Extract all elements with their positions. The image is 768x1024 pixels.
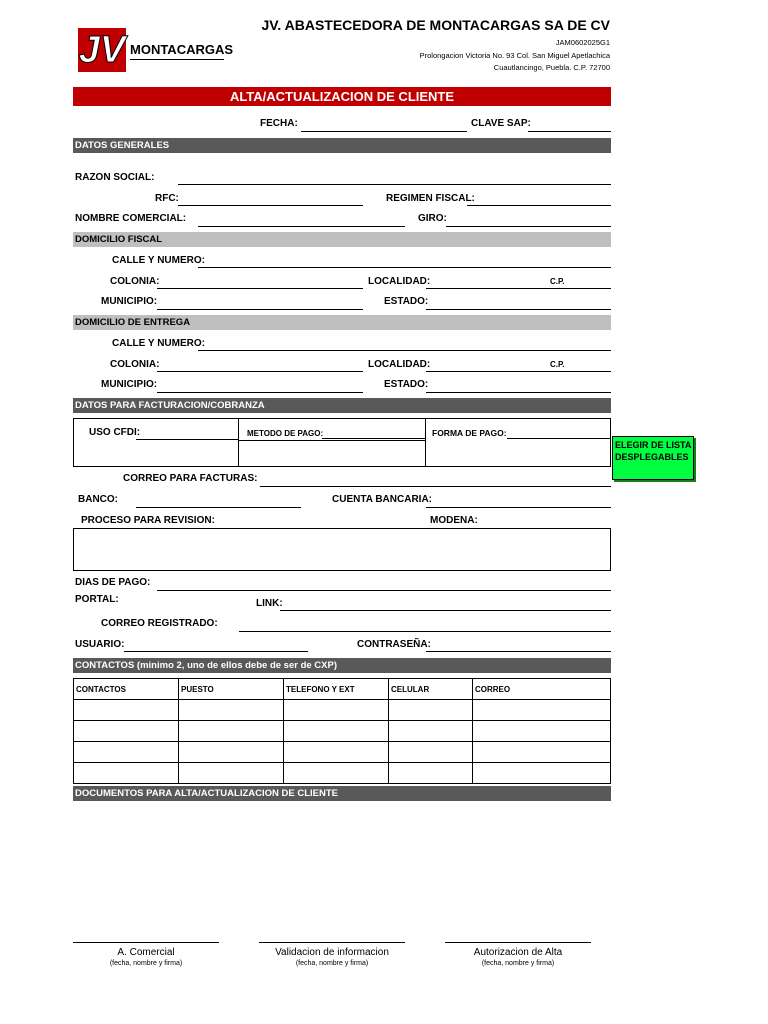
entrega-colonia-label: COLONIA:	[110, 359, 160, 370]
metodo-pago-label: METODO DE PAGO:	[247, 429, 324, 438]
cell[interactable]	[284, 742, 389, 763]
entrega-calle-label: CALLE Y NUMERO:	[112, 338, 205, 349]
contrasena-label: CONTRASEÑA:	[357, 639, 431, 650]
fiscal-localidad-field[interactable]	[426, 288, 611, 289]
razon-social-field[interactable]	[178, 184, 611, 185]
table-row	[74, 700, 611, 721]
cuenta-bancaria-label: CUENTA BANCARIA:	[332, 494, 432, 505]
dias-pago-label: DIAS DE PAGO:	[75, 577, 151, 588]
fiscal-colonia-field[interactable]	[157, 288, 363, 289]
cell[interactable]	[179, 721, 284, 742]
cell[interactable]	[389, 700, 473, 721]
table-row	[74, 763, 611, 784]
regimen-fiscal-label: REGIMEN FISCAL:	[386, 193, 475, 204]
contacts-header-row	[74, 679, 611, 700]
rfc-field[interactable]	[178, 205, 363, 206]
contacts-table	[73, 678, 611, 784]
signature-line-validacion[interactable]	[259, 942, 405, 943]
banco-field[interactable]	[136, 507, 301, 508]
cell[interactable]	[179, 742, 284, 763]
entrega-calle-field[interactable]	[198, 350, 611, 351]
cell[interactable]	[74, 700, 179, 721]
cell[interactable]	[74, 721, 179, 742]
nombre-comercial-label: NOMBRE COMERCIAL:	[75, 213, 187, 224]
signature-line-autorizacion[interactable]	[445, 942, 591, 943]
razon-social-label: RAZON SOCIAL:	[75, 172, 155, 183]
cell[interactable]	[284, 763, 389, 784]
cell[interactable]	[473, 763, 611, 784]
correo-facturas-label: CORREO PARA FACTURAS:	[123, 473, 258, 484]
section-domicilio-fiscal: DOMICILIO FISCAL	[73, 232, 611, 247]
section-datos-generales: DATOS GENERALES	[73, 138, 611, 153]
usuario-label: USUARIO:	[75, 639, 125, 650]
fecha-label: FECHA:	[260, 118, 298, 129]
signature-title-comercial: A. Comercial	[117, 947, 175, 958]
giro-field[interactable]	[446, 226, 611, 227]
logo-mark	[78, 28, 126, 72]
company-rfc: JAM0602025G1	[555, 38, 610, 47]
cell[interactable]	[473, 742, 611, 763]
section-contactos: CONTACTOS (minimo 2, uno de ellos debe de ser de CXP)	[73, 658, 611, 673]
regimen-fiscal-field[interactable]	[467, 205, 611, 206]
table-row	[74, 721, 611, 742]
company-address-2: Cuautlancingo, Puebla. C.P. 72700	[493, 63, 610, 72]
banco-label: BANCO:	[78, 494, 118, 505]
metodo-pago-field[interactable]	[322, 438, 425, 439]
modena-label: MODENA:	[430, 515, 478, 526]
entrega-municipio-label: MUNICIPIO:	[101, 379, 158, 390]
signature-sub-comercial: (fecha, nombre y firma)	[109, 960, 183, 967]
entrega-municipio-field[interactable]	[157, 392, 363, 393]
forma-pago-field[interactable]	[507, 438, 611, 439]
cell[interactable]	[74, 763, 179, 784]
fiscal-colonia-label: COLONIA:	[110, 276, 160, 287]
portal-label: PORTAL:	[75, 594, 119, 605]
entrega-estado-field[interactable]	[426, 392, 611, 393]
entrega-estado-label: ESTADO:	[384, 379, 429, 390]
form-title: ALTA/ACTUALIZACION DE CLIENTE	[73, 87, 611, 106]
section-facturacion: DATOS PARA FACTURACION/COBRANZA	[73, 398, 611, 413]
entrega-colonia-field[interactable]	[157, 371, 363, 372]
cell[interactable]	[473, 721, 611, 742]
fecha-field[interactable]	[301, 131, 467, 132]
nombre-comercial-field[interactable]	[198, 226, 405, 227]
fiscal-estado-label: ESTADO:	[384, 296, 429, 307]
dropdown-note-line-2: DESPLEGABLES	[615, 452, 689, 462]
dropdown-note-line-1: ELEGIR DE LISTA	[615, 440, 692, 450]
cell[interactable]	[473, 700, 611, 721]
fiscal-localidad-label: LOCALIDAD:	[368, 276, 431, 287]
col-correo: CORREO	[473, 679, 611, 700]
logo-word: MONTACARGAS	[130, 42, 234, 57]
cell[interactable]	[179, 700, 284, 721]
entrega-localidad-field[interactable]	[426, 371, 611, 372]
section-documentos: DOCUMENTOS PARA ALTA/ACTUALIZACION DE CLIENTE	[73, 786, 611, 801]
signature-sub-autorizacion: (fecha, nombre y firma)	[481, 960, 555, 967]
cfdi-box-hline	[238, 440, 425, 441]
logo-letters: JV	[78, 29, 126, 71]
fiscal-municipio-field[interactable]	[157, 309, 363, 310]
forma-pago-label: FORMA DE PAGO:	[432, 428, 507, 438]
col-contactos: CONTACTOS	[74, 679, 179, 700]
proceso-revision-label: PROCESO PARA REVISION:	[81, 515, 215, 526]
contrasena-field[interactable]	[426, 651, 611, 652]
cell[interactable]	[284, 700, 389, 721]
proceso-revision-textarea[interactable]	[73, 528, 611, 571]
table-row	[74, 742, 611, 763]
signature-title-autorizacion: Autorizacion de Alta	[473, 947, 563, 958]
fiscal-calle-label: CALLE Y NUMERO:	[112, 255, 205, 266]
cfdi-box-divider-1	[238, 418, 239, 467]
link-label: LINK:	[256, 598, 283, 609]
company-name: JV. ABASTECEDORA DE MONTACARGAS SA DE CV	[261, 17, 610, 33]
clave-sap-label: CLAVE SAP:	[471, 118, 531, 129]
entrega-cp-label: C.P.	[550, 360, 565, 369]
cell[interactable]	[284, 721, 389, 742]
logo-underline	[130, 59, 224, 60]
signature-title-validacion: Validacion de informacion	[275, 947, 389, 958]
signature-sub-validacion: (fecha, nombre y firma)	[295, 960, 369, 967]
fiscal-calle-field[interactable]	[198, 267, 611, 268]
dias-pago-field[interactable]	[157, 590, 611, 591]
section-domicilio-entrega: DOMICILIO DE ENTREGA	[73, 315, 611, 330]
fiscal-estado-field[interactable]	[426, 309, 611, 310]
cell[interactable]	[389, 763, 473, 784]
company-address-1: Prolongacion Victoria No. 93 Col. San Miguel Apetlachica	[419, 51, 610, 60]
col-telefono: TELEFONO Y EXT	[284, 679, 389, 700]
correo-registrado-label: CORREO REGISTRADO:	[101, 618, 218, 629]
uso-cfdi-label: USO CFDI:	[89, 427, 141, 438]
cell[interactable]	[179, 763, 284, 784]
giro-label: GIRO:	[418, 213, 447, 224]
fiscal-municipio-label: MUNICIPIO:	[101, 296, 158, 307]
cfdi-box	[73, 418, 611, 467]
correo-facturas-field[interactable]	[260, 486, 611, 487]
correo-registrado-field[interactable]	[239, 631, 611, 632]
dropdown-note	[612, 436, 694, 480]
link-field[interactable]	[280, 610, 611, 611]
fiscal-cp-label: C.P.	[550, 277, 565, 286]
signature-line-comercial[interactable]	[73, 942, 219, 943]
col-celular: CELULAR	[389, 679, 473, 700]
rfc-label: RFC:	[155, 193, 179, 204]
cell[interactable]	[389, 721, 473, 742]
cell[interactable]	[74, 742, 179, 763]
clave-sap-field[interactable]	[528, 131, 611, 132]
usuario-field[interactable]	[124, 651, 308, 652]
col-puesto: PUESTO	[179, 679, 284, 700]
cuenta-bancaria-field[interactable]	[426, 507, 611, 508]
entrega-localidad-label: LOCALIDAD:	[368, 359, 431, 370]
uso-cfdi-field[interactable]	[136, 439, 238, 440]
cfdi-box-divider-2	[425, 418, 426, 467]
cell[interactable]	[389, 742, 473, 763]
company-logo	[78, 28, 234, 74]
